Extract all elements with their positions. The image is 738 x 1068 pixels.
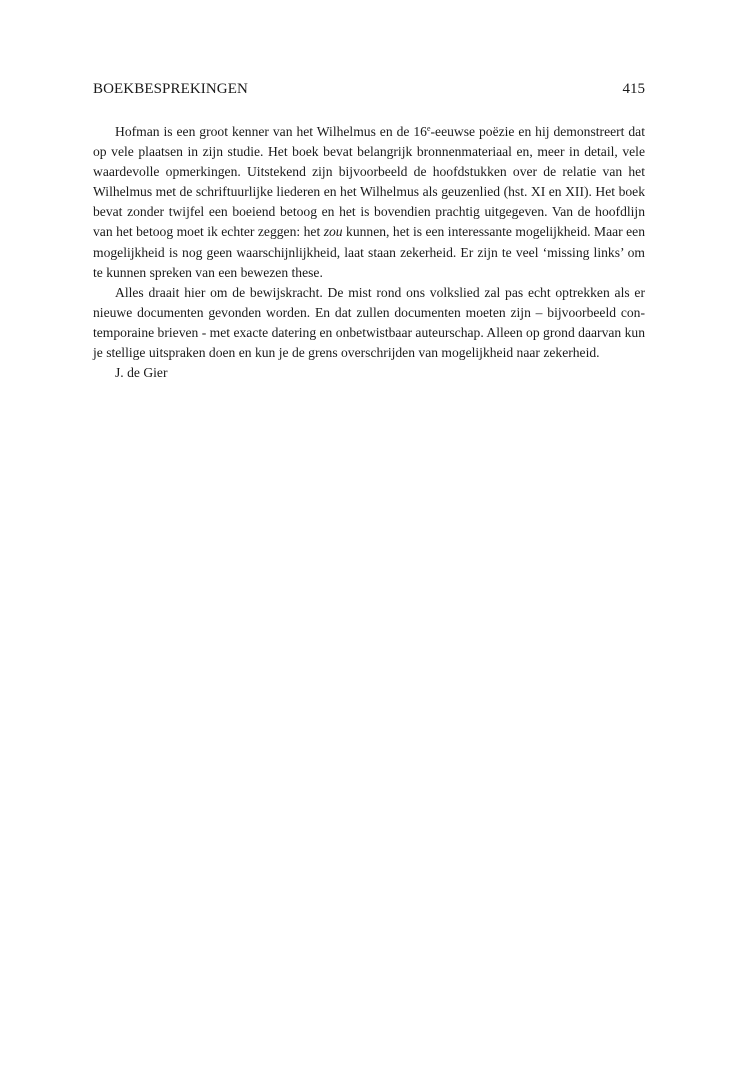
italic-emphasis: zou [323, 224, 343, 240]
section-title: BOEKBESPREKINGEN [93, 81, 248, 97]
paragraph-1-text-a: Hofman is een groot kenner van het Wilhelmus en de 16 [115, 124, 427, 139]
paragraph-1-text-b: -eeuwse poëzie en hij demonstreert dat op vele plaatsen in zijn studie. Het boek bevat belangrijk bronnenmateriaal en, meer in detail, vele waardevolle opmerkingen. Uitstekend zijn bijvoorbeeld de hoofdstukken over de relatie van het Wilhelmus met de schriftuurlijke liederen en het Wilhelmus als geuzenlied (hst. XI en XII). Het boek bevat zonder twijfel een boeiend betoog en het is bovendien prachtig uitgegeven. Van de hoofdlijn van het betoog moet ik echter zeggen: het [93, 124, 645, 240]
paragraph-2: Alles draait hier om de bewijskracht. De mist rond ons volkslied zal pas echt optrekken als er nieuwe documenten gevonden worden. En dat zullen documenten moeten zijn – bijvoorbeeld contemporaine brieven - met exacte datering en onbetwistbaar auteurschap. Alleen op grond daarvan kun je stellige uitspraken doen en kun je de grens overschrijden van mogelijkheid naar zekerheid. [93, 284, 645, 361]
page-number: 415 [622, 81, 645, 97]
ordinal-superscript: e [426, 124, 431, 133]
running-header [93, 79, 645, 99]
author-signature: J. de Gier [115, 365, 168, 381]
paragraph-1 [93, 122, 645, 283]
paragraph-1-text-c: kunnen, het is een interessante mogelijkheid. Maar een mogelijkheid is nog geen waarschijnlijkheid, laat staan zekerheid. Er zijn te veel ‘missing links’ om te kunnen spreken van een bewezen these. [93, 224, 645, 280]
review-body [93, 122, 645, 383]
